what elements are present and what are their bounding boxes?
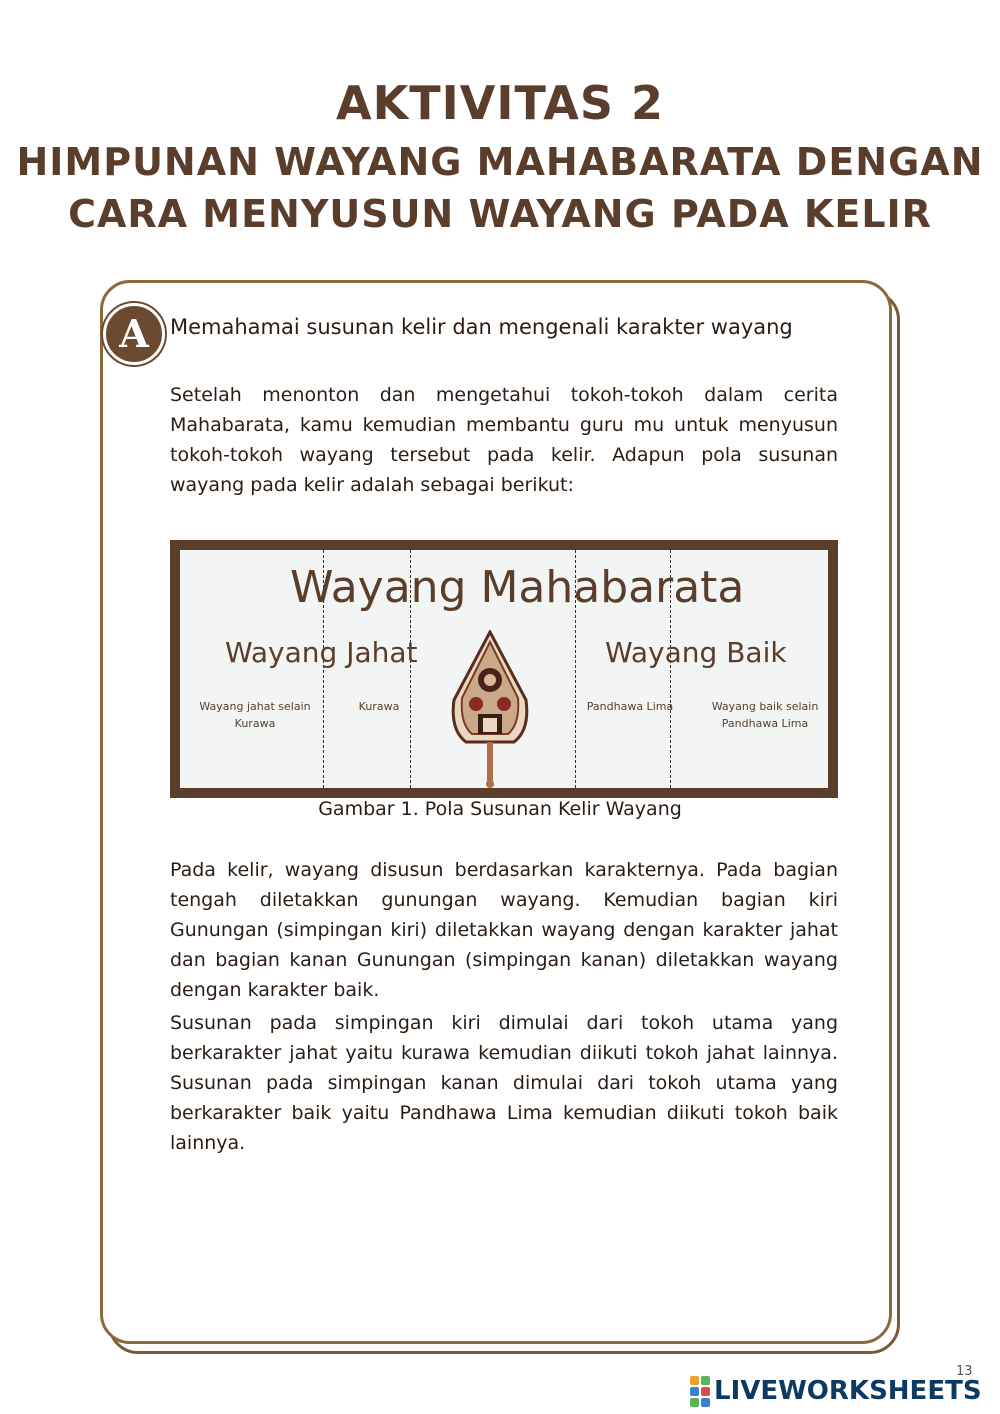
activity-title: AKTIVITAS 2 — [335, 76, 664, 130]
liveworksheets-logo[interactable] — [690, 1374, 982, 1408]
column-label: Wayang baik selain Pandhawa Lima — [711, 700, 819, 730]
column-label: Pandhawa Lima — [586, 700, 674, 713]
activity-subtitle-line1: HIMPUNAN WAYANG MAHABARATA DENGAN — [16, 140, 984, 184]
section-badge: A — [103, 303, 165, 365]
figure-title: Wayang Mahabarata — [290, 562, 745, 613]
gunungan-icon — [448, 630, 532, 790]
activity-subtitle-line2: CARA MENYUSUN WAYANG PADA KELIR — [68, 192, 932, 236]
figure-left-title: Wayang Jahat — [225, 636, 418, 669]
column-label: Wayang jahat selain Kurawa — [199, 700, 311, 730]
intro-paragraph: Setelah menonton dan mengetahui tokoh-tokoh dalam cerita Mahabarata, kamu kemudian membantu guru mu untuk menyusun tokoh-tokoh wayang tersebut pada kelir. Adapun pola susunan wayang pada kelir adalah sebagai berikut: — [170, 384, 838, 496]
figure-right-title: Wayang Baik — [605, 636, 787, 669]
column-label: Kurawa — [358, 700, 400, 713]
section-heading: Memahamai susunan kelir dan mengenali karakter wayang — [170, 315, 793, 339]
figure-caption: Gambar 1. Pola Susunan Kelir Wayang — [318, 798, 682, 820]
kelir-figure — [170, 540, 838, 798]
paragraph-simpingan: Susunan pada simpingan kiri dimulai dari tokoh utama yang berkarakter jahat yaitu kurawa kemudian diikuti tokoh jahat lainnya. Susunan pada simpingan kanan dimulai dari tokoh utama yang berkarakter baik yaitu Pandhawa Lima kemudian diikuti tokoh baik lainnya. — [170, 1012, 838, 1154]
paragraph-kelir-arrangement: Pada kelir, wayang disusun berdasarkan karakternya. Pada bagian tengah diletakkan gunungan wayang. Kemudian bagian kiri Gunungan (simpingan kiri) diletakkan wayang dengan karakter jahat dan bagian kanan Gunungan (simpingan kanan) diletakkan wayang dengan karakter baik. — [170, 859, 838, 1001]
page-number: 13 — [956, 1364, 973, 1379]
liveworksheets-brand: LIVEWORKSHEETS — [714, 1376, 982, 1406]
liveworksheets-icon — [690, 1376, 710, 1407]
